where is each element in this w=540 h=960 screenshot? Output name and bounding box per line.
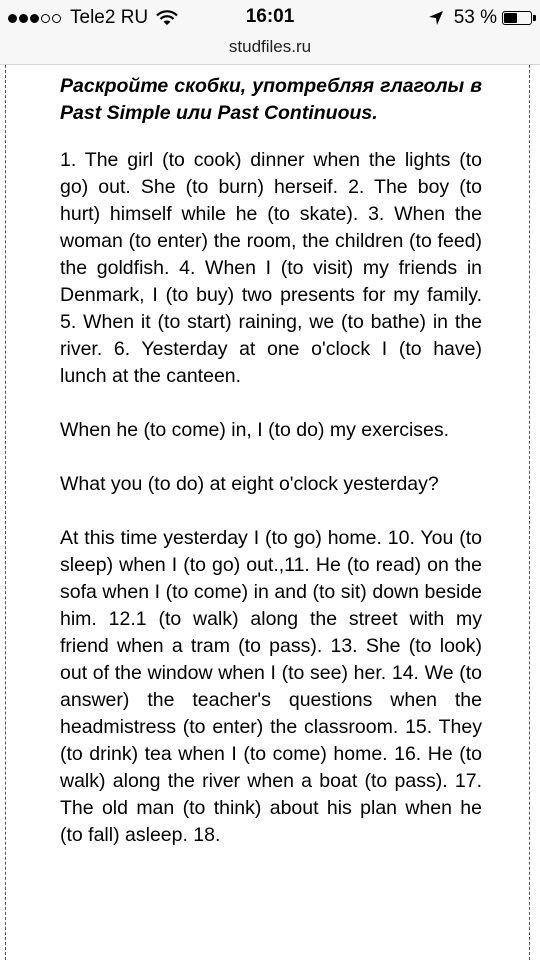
battery-icon xyxy=(502,11,532,25)
battery-percent: 53 % xyxy=(453,7,497,28)
document-content xyxy=(60,73,482,876)
exercise-title: Раскройте скобки, употребляя глаголы в Past Simple или Past Continuous. xyxy=(60,75,482,124)
carrier-name: Tele2 RU xyxy=(70,7,149,28)
dashed-border-left xyxy=(5,65,6,960)
exercise-paragraph: 1. The girl (to cook) dinner when the lights (to go) out. She (to burn) herseif. 2. The boy (to hurt) himself while he (to skate). 3. When the woman (to enter) the room, the children (to feed) the goldfish. 4. When I (to visit) my friends in Denmark, I (to buy) two presents for my family. 5. When it (to start) raining, we (to bathe) in the river. 6. Yesterday at one o'clock I (to have) lunch at the canteen. xyxy=(60,149,482,387)
web-page xyxy=(0,65,540,960)
dashed-border-right xyxy=(529,65,530,960)
status-bar xyxy=(0,0,540,36)
address-bar[interactable] xyxy=(0,36,540,65)
location-arrow-icon xyxy=(428,10,444,26)
battery-fill xyxy=(504,13,517,23)
exercise-paragraph: When he (to come) in, I (to do) my exercises. xyxy=(60,419,450,441)
status-right xyxy=(428,7,532,29)
exercise-paragraph: At this time yesterday I (to go) home. 10. You (to sleep) when I (to go) out.,11. He (to read) on the sofa when I (to come) in and (to sit) down beside him. 12.1 (to walk) along the street with my friend when a tram (to pass). 13. She (to look) out of the window when I (to see) her. 14. We (to answer) the teacher's questions when the headmistress (to enter) the classroom. 15. They (to drink) tea when I (to come) home. 16. He (to walk) along the river when a boat (to pass). 17. The old man (to think) about his plan when he (to fall) asleep. 18. xyxy=(60,527,482,846)
exercise-paragraph: What you (to do) at eight o'clock yesterday? xyxy=(60,473,439,495)
clock: 16:01 xyxy=(245,6,295,27)
battery-cap xyxy=(533,15,536,21)
url-text: studfiles.ru xyxy=(228,37,312,56)
